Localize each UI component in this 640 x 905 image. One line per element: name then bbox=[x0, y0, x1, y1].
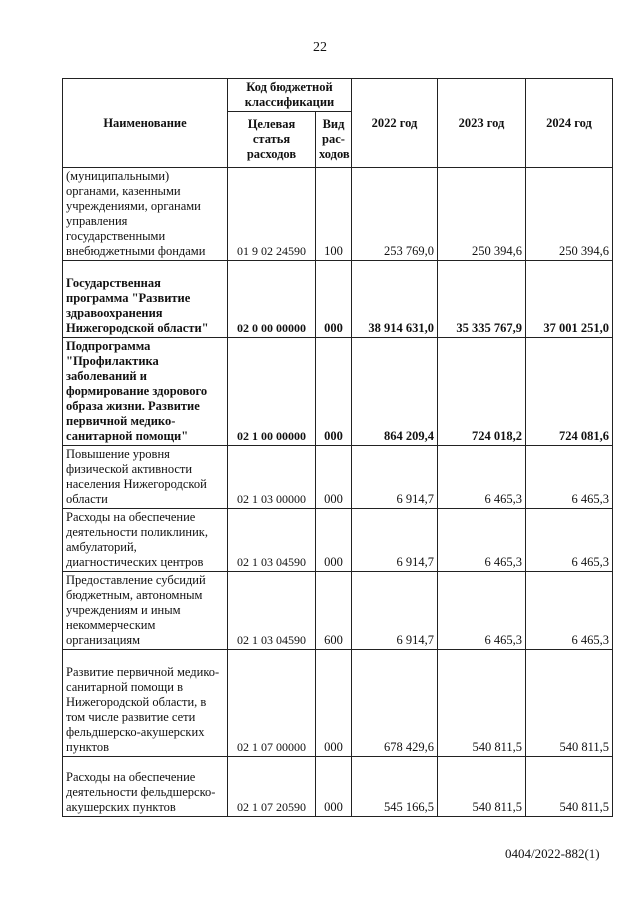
cell-expense-kind: 600 bbox=[316, 572, 352, 650]
cell-target-article: 01 9 02 24590 bbox=[228, 168, 316, 261]
cell-2022: 38 914 631,0 bbox=[352, 261, 438, 338]
cell-target-article: 02 1 03 04590 bbox=[228, 572, 316, 650]
cell-name: Повышение уровня физической активности населения Нижегородской области bbox=[63, 446, 228, 509]
cell-2023: 250 394,6 bbox=[438, 168, 526, 261]
document-id: 0404/2022-882(1) bbox=[505, 846, 600, 861]
cell-2023: 6 465,3 bbox=[438, 446, 526, 509]
cell-name: (муниципальными) органами, казенными учреждениями, органами управления государственными внебюджетными фондами bbox=[63, 168, 228, 261]
cell-2024: 724 081,6 bbox=[526, 338, 613, 446]
cell-expense-kind: 000 bbox=[316, 509, 352, 572]
cell-2023: 724 018,2 bbox=[438, 338, 526, 446]
cell-expense-kind: 000 bbox=[316, 757, 352, 817]
table-row bbox=[63, 261, 613, 338]
page-number: 22 bbox=[313, 40, 327, 55]
cell-2022: 678 429,6 bbox=[352, 650, 438, 757]
cell-name: Подпрограмма "Профилактика заболеваний и формирование здорового образа жизни. Развитие первичной медико-санитарной помощи" bbox=[63, 338, 228, 446]
header-2022: 2022 год bbox=[352, 79, 438, 168]
table-row bbox=[63, 509, 613, 572]
header-2024: 2024 год bbox=[526, 79, 613, 168]
cell-2024: 6 465,3 bbox=[526, 572, 613, 650]
cell-name: Расходы на обеспечение деятельности фельдшерско-акушерских пунктов bbox=[63, 757, 228, 817]
cell-target-article: 02 1 07 20590 bbox=[228, 757, 316, 817]
cell-2022: 545 166,5 bbox=[352, 757, 438, 817]
cell-expense-kind: 000 bbox=[316, 338, 352, 446]
header-2023: 2023 год bbox=[438, 79, 526, 168]
budget-table bbox=[62, 78, 613, 817]
cell-2022: 253 769,0 bbox=[352, 168, 438, 261]
header-expense-kind: Вид рас-ходов bbox=[316, 112, 352, 168]
table-body bbox=[63, 168, 613, 817]
table-row bbox=[63, 572, 613, 650]
cell-2024: 6 465,3 bbox=[526, 446, 613, 509]
cell-expense-kind: 000 bbox=[316, 650, 352, 757]
cell-2024: 540 811,5 bbox=[526, 650, 613, 757]
cell-2024: 37 001 251,0 bbox=[526, 261, 613, 338]
cell-2022: 6 914,7 bbox=[352, 509, 438, 572]
table-row bbox=[63, 168, 613, 261]
table-row bbox=[63, 650, 613, 757]
table-header bbox=[63, 79, 613, 168]
cell-2023: 6 465,3 bbox=[438, 509, 526, 572]
cell-2023: 6 465,3 bbox=[438, 572, 526, 650]
cell-target-article: 02 1 03 04590 bbox=[228, 509, 316, 572]
cell-target-article: 02 1 07 00000 bbox=[228, 650, 316, 757]
cell-expense-kind: 000 bbox=[316, 446, 352, 509]
cell-target-article: 02 1 03 00000 bbox=[228, 446, 316, 509]
header-name: Наименование bbox=[63, 79, 228, 168]
cell-name: Государственная программа "Развитие здравоохранения Нижегородской области" bbox=[63, 261, 228, 338]
cell-2024: 6 465,3 bbox=[526, 509, 613, 572]
cell-target-article: 02 0 00 00000 bbox=[228, 261, 316, 338]
cell-2024: 250 394,6 bbox=[526, 168, 613, 261]
table-row bbox=[63, 446, 613, 509]
header-target-article: Целевая статья расходов bbox=[228, 112, 316, 168]
cell-name: Развитие первичной медико-санитарной помощи в Нижегородской области, в том числе развитие сети фельдшерско-акушерских пунктов bbox=[63, 650, 228, 757]
cell-2023: 540 811,5 bbox=[438, 650, 526, 757]
header-classification: Код бюджетной классификации bbox=[228, 79, 352, 112]
cell-name: Предоставление субсидий бюджетным, автономным учреждениям и иным некоммерческим организациям bbox=[63, 572, 228, 650]
cell-2023: 35 335 767,9 bbox=[438, 261, 526, 338]
cell-2023: 540 811,5 bbox=[438, 757, 526, 817]
cell-target-article: 02 1 00 00000 bbox=[228, 338, 316, 446]
cell-expense-kind: 000 bbox=[316, 261, 352, 338]
table-row bbox=[63, 338, 613, 446]
table-row bbox=[63, 757, 613, 817]
cell-2022: 6 914,7 bbox=[352, 446, 438, 509]
cell-expense-kind: 100 bbox=[316, 168, 352, 261]
cell-name: Расходы на обеспечение деятельности поликлиник, амбулаторий, диагностических центров bbox=[63, 509, 228, 572]
cell-2022: 6 914,7 bbox=[352, 572, 438, 650]
cell-2024: 540 811,5 bbox=[526, 757, 613, 817]
cell-2022: 864 209,4 bbox=[352, 338, 438, 446]
